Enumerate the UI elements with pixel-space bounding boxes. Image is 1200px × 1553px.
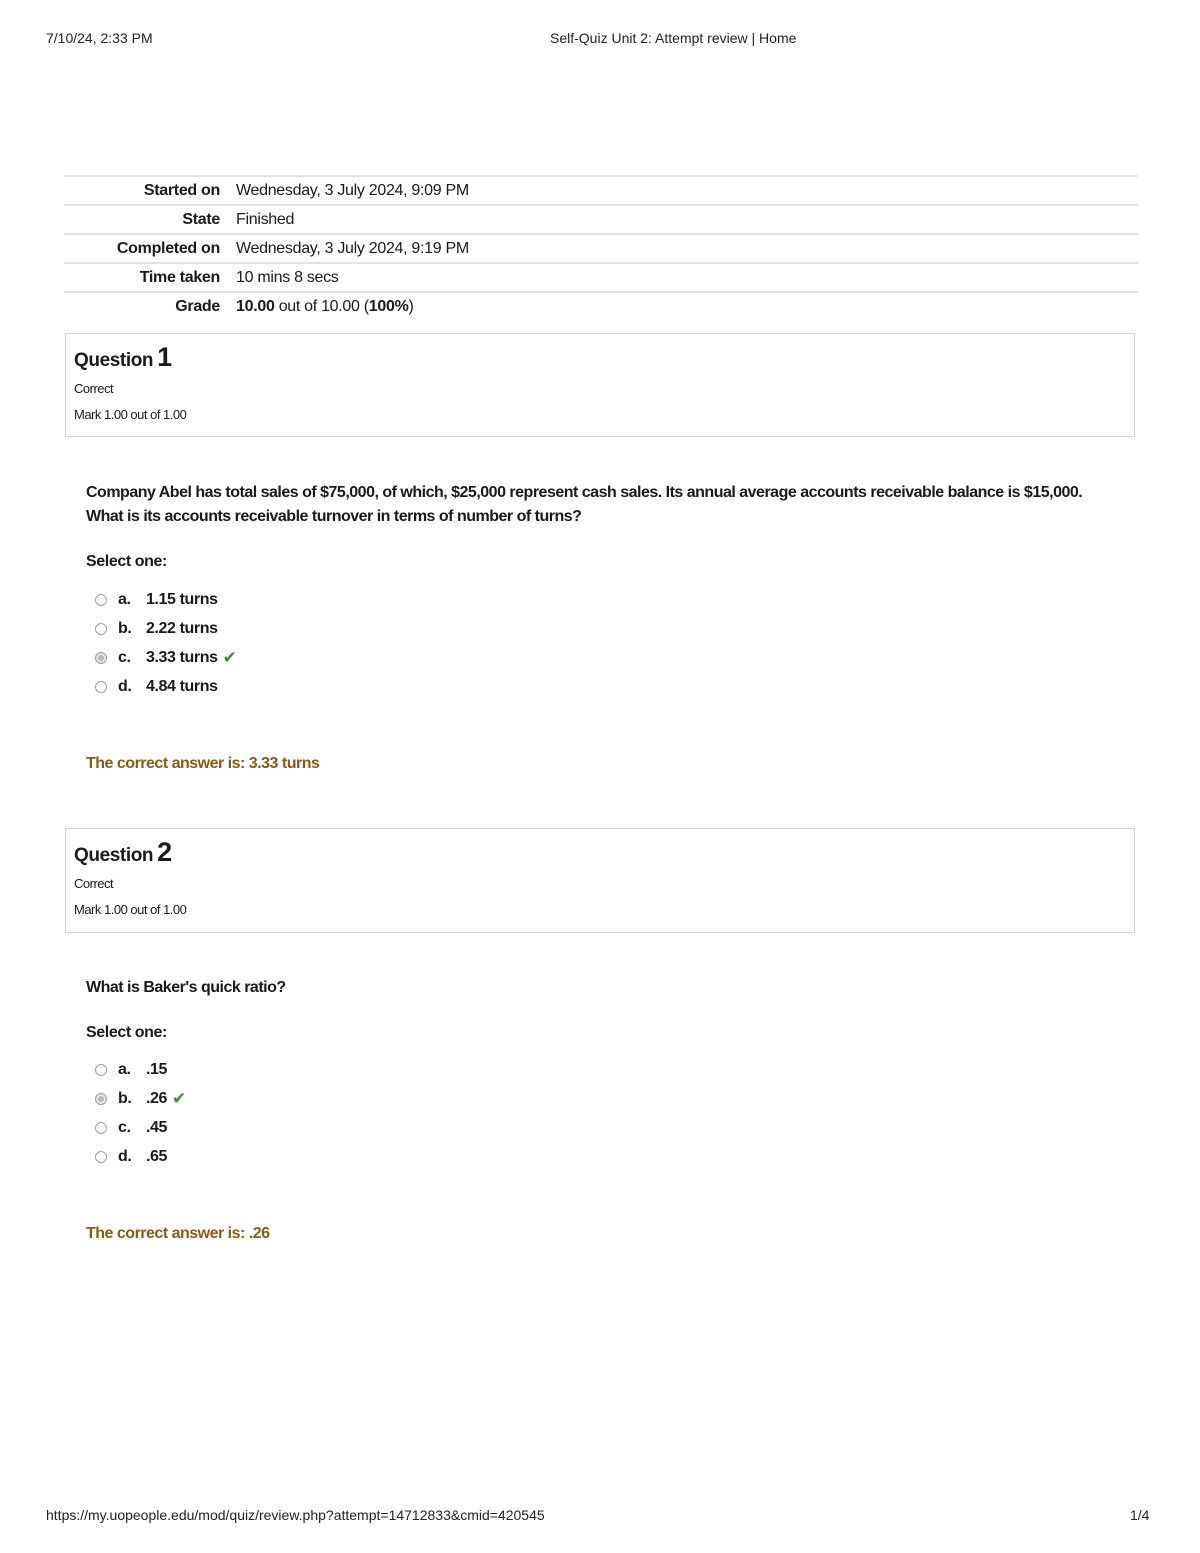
answer-text: 1.15 turns [146,590,218,608]
question-title [74,342,1126,373]
answer-letter: a. [118,1060,131,1078]
answer-list-1 [95,585,236,701]
summary-value: Finished [236,210,295,228]
radio-button[interactable] [95,681,107,693]
answer-text: .65 [146,1147,168,1165]
summary-value: Wednesday, 3 July 2024, 9:19 PM [236,239,469,257]
question-label: Question [74,845,154,866]
summary-label: Started on [143,181,220,199]
answer-text: 2.22 turns [146,619,218,637]
answer-option[interactable] [95,1113,186,1142]
answer-option[interactable] [95,585,236,614]
print-url: https://my.uopeople.edu/mod/quiz/review.php?attempt=14712833&cmid=420545 [46,1507,545,1523]
summary-value [236,298,414,316]
summary-label: Completed on [116,239,220,257]
right-answer-feedback-2: The correct answer is: .26 [86,1225,270,1242]
answer-option-selected[interactable] [95,643,236,672]
answer-letter: c. [118,648,131,666]
question-info-1 [65,333,1135,437]
answer-list-2 [95,1055,186,1171]
answer-text: .26 [146,1089,168,1107]
radio-button-checked[interactable] [95,1093,107,1105]
grade-close: ) [408,297,414,315]
print-footer [0,1507,1200,1527]
question-title [74,837,1126,868]
question-state: Correct [74,381,114,396]
answer-text: 3.33 turns [146,648,218,666]
question-number: 1 [157,342,172,372]
summary-value: 10 mins 8 secs [236,268,339,286]
answer-option-selected[interactable] [95,1084,186,1113]
summary-row-started [64,175,1138,204]
radio-button[interactable] [95,1151,107,1163]
radio-button-checked[interactable] [95,652,107,664]
grade-percent: 100% [368,297,409,315]
summary-row-state [64,204,1138,233]
summary-row-time-taken [64,262,1138,291]
answer-option[interactable] [95,614,236,643]
right-answer-feedback-1: The correct answer is: 3.33 turns [86,755,320,772]
question-state: Correct [74,876,114,891]
radio-button[interactable] [95,623,107,635]
check-icon: ✔ [222,647,237,667]
question-label: Question [74,350,154,371]
answer-letter: d. [118,677,132,695]
question-mark: Mark 1.00 out of 1.00 [74,407,187,422]
summary-row-grade [64,291,1138,320]
answer-option[interactable] [95,1055,186,1084]
summary-label: Grade [175,297,220,315]
question-number: 2 [157,837,172,867]
print-header [0,30,1200,50]
question-info-2 [65,828,1135,933]
question-text-1: Company Abel has total sales of $75,000, of which, $25,000 represent cash sales. Its annual average accounts receivable balance is $15,000. What is its accounts receivable turnover in terms of number of turns? [86,484,1083,525]
select-one-prompt: Select one: [86,1024,167,1041]
answer-text: .45 [146,1118,168,1136]
radio-button[interactable] [95,1064,107,1076]
answer-option[interactable] [95,1142,186,1171]
select-one-prompt: Select one: [86,553,167,570]
answer-text: .15 [146,1060,168,1078]
check-icon: ✔ [172,1088,186,1108]
question-mark: Mark 1.00 out of 1.00 [74,902,187,917]
attempt-summary-table [64,175,1138,320]
summary-label: State [182,210,220,228]
answer-letter: b. [118,619,132,637]
answer-letter: a. [118,590,131,608]
answer-letter: d. [118,1147,132,1165]
summary-value: Wednesday, 3 July 2024, 9:09 PM [236,181,469,199]
print-page-number: 1/4 [1130,1507,1150,1523]
answer-text: 4.84 turns [146,677,218,695]
answer-option[interactable] [95,672,236,701]
radio-button[interactable] [95,594,107,606]
radio-button[interactable] [95,1122,107,1134]
summary-label: Time taken [139,268,220,286]
grade-out-of: out of 10.00 ( [274,297,369,315]
grade-score: 10.00 [236,297,275,315]
print-page-title: Self-Quiz Unit 2: Attempt review | Home [550,30,797,46]
question-text-2: What is Baker's quick ratio? [86,979,286,996]
print-datetime: 7/10/24, 2:33 PM [46,30,153,46]
summary-row-completed [64,233,1138,262]
answer-letter: c. [118,1118,131,1136]
answer-letter: b. [118,1089,132,1107]
